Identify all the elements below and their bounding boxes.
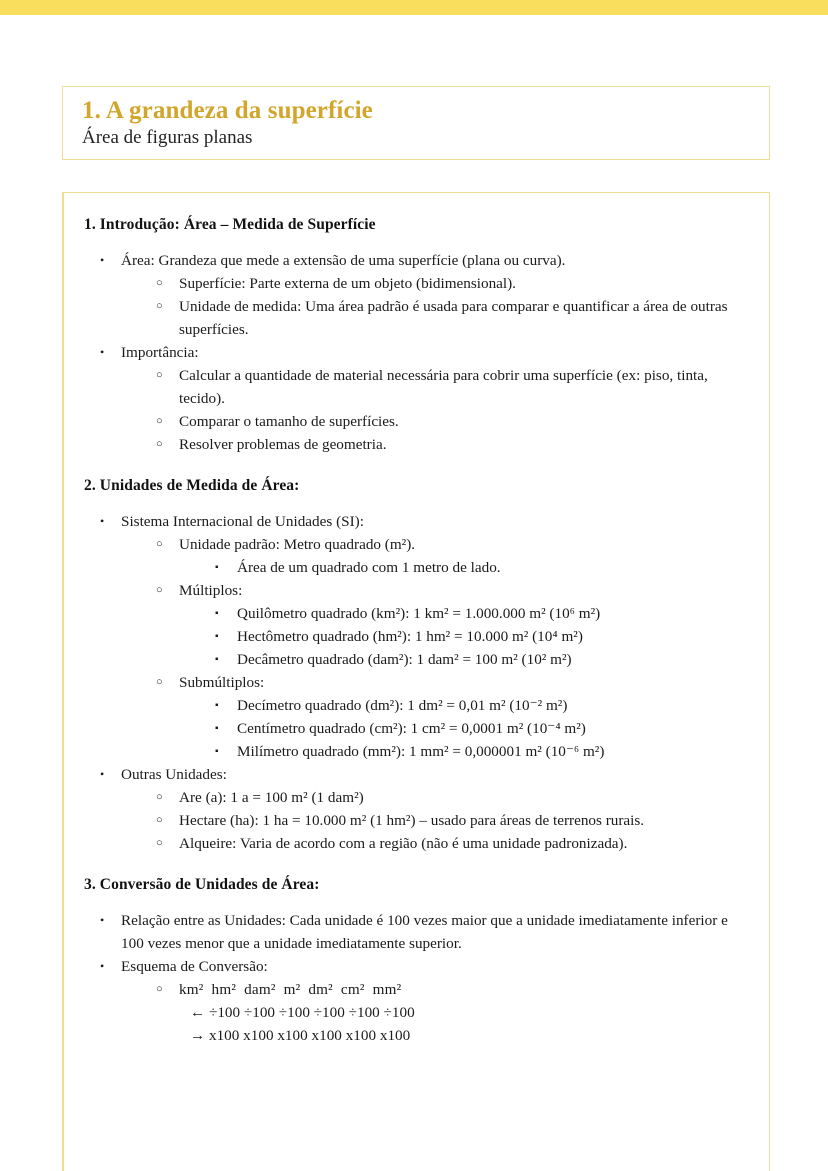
section (84, 215, 747, 456)
bullet-marker-icon: • (100, 913, 105, 927)
list-item-text: Centímetro quadrado (cm²): 1 cm² = 0,0001 m² (10⁻⁴ m²) (237, 720, 586, 737)
bullet-list-level-1 (84, 510, 747, 855)
list-item (92, 955, 747, 1047)
bullet-marker-icon: ○ (156, 369, 163, 381)
list-item-text: Alqueire: Varia de acordo com a região (não é uma unidade padronizada). (179, 835, 628, 852)
content-box (62, 192, 770, 1171)
bullet-list-level-3 (210, 602, 747, 671)
bullet-marker-icon: • (100, 345, 105, 359)
bullet-marker-icon: ○ (156, 983, 163, 995)
bullet-list-level-3 (210, 556, 747, 579)
list-item-text: Resolver problemas de geometria. (179, 436, 387, 453)
bullet-marker-icon: ○ (156, 791, 163, 803)
bullet-marker-icon: ○ (156, 676, 163, 688)
list-item (92, 249, 747, 341)
section-heading: 2. Unidades de Medida de Área: (84, 477, 300, 494)
title-box (62, 86, 770, 160)
list-item-text: Área de um quadrado com 1 metro de lado. (237, 559, 501, 576)
section (84, 875, 747, 1047)
list-item (152, 786, 747, 809)
list-item (210, 717, 747, 740)
list-item (92, 909, 747, 955)
list-item (152, 410, 747, 433)
page-title: 1. A grandeza da superfície (82, 97, 373, 124)
list-item-text: Outras Unidades: (121, 766, 227, 783)
list-item (210, 625, 747, 648)
top-accent-bar (0, 0, 828, 15)
list-item (210, 602, 747, 625)
list-item (210, 556, 747, 579)
list-item (152, 579, 747, 671)
list-item-text: Decímetro quadrado (dm²): 1 dm² = 0,01 m² (10⁻² m²) (237, 697, 568, 714)
list-item-text: Are (a): 1 a = 100 m² (1 dam²) (179, 789, 364, 806)
section (84, 476, 747, 855)
bullet-marker-icon: ○ (156, 438, 163, 450)
list-item-text: Múltiplos: (179, 582, 243, 599)
bullet-marker-icon: ▪ (215, 654, 219, 665)
list-item-text: Sistema Internacional de Unidades (SI): (121, 513, 364, 530)
page-subtitle: Área de figuras planas (82, 127, 253, 148)
bullet-marker-icon: ○ (156, 538, 163, 550)
list-item (152, 533, 747, 579)
bullet-marker-icon: ○ (156, 415, 163, 427)
bullet-marker-icon: • (100, 253, 105, 267)
list-item (152, 272, 747, 295)
list-item (92, 763, 747, 855)
scheme-divide-row: ← ÷100 ÷100 ÷100 ÷100 ÷100 ÷100 (190, 1004, 415, 1021)
bullet-list-level-2 (152, 533, 747, 763)
bullet-marker-icon: ▪ (215, 562, 219, 573)
list-item (152, 364, 747, 410)
bullet-marker-icon: • (100, 514, 105, 528)
list-item-text: Decâmetro quadrado (dam²): 1 dam² = 100 m² (10² m²) (237, 651, 572, 668)
section-heading: 1. Introdução: Área – Medida de Superfície (84, 216, 376, 233)
list-item-text: Submúltiplos: (179, 674, 265, 691)
bullet-list-level-1 (84, 249, 747, 456)
list-item (152, 832, 747, 855)
bullet-marker-icon: ○ (156, 837, 163, 849)
list-item (92, 510, 747, 763)
bullet-list-level-2 (152, 978, 747, 1047)
list-item (152, 295, 747, 341)
bullet-marker-icon: ○ (156, 277, 163, 289)
list-item (152, 433, 747, 456)
bullet-list-level-3 (210, 694, 747, 763)
list-item-text: Hectômetro quadrado (hm²): 1 hm² = 10.000 m² (10⁴ m²) (237, 628, 583, 645)
list-item-text: Hectare (ha): 1 ha = 10.000 m² (1 hm²) – usado para áreas de terrenos rurais. (179, 812, 645, 829)
list-item (152, 671, 747, 763)
bullet-marker-icon: • (100, 767, 105, 781)
list-item-text: Superfície: Parte externa de um objeto (bidimensional). (179, 275, 516, 292)
bullet-marker-icon: ▪ (215, 700, 219, 711)
bullet-marker-icon: ▪ (215, 631, 219, 642)
list-item (210, 694, 747, 717)
sections-container (84, 215, 747, 1047)
list-item-text: Milímetro quadrado (mm²): 1 mm² = 0,000001 m² (10⁻⁶ m²) (237, 743, 605, 760)
list-item-text: Unidade padrão: Metro quadrado (m²). (179, 536, 416, 553)
bullet-list-level-1 (84, 909, 747, 1047)
bullet-marker-icon: ▪ (215, 608, 219, 619)
section-heading: 3. Conversão de Unidades de Área: (84, 876, 320, 893)
list-item-text: Importância: (121, 344, 199, 361)
bullet-marker-icon: ○ (156, 814, 163, 826)
scheme-units-row: km² hm² dam² m² dm² cm² mm² (179, 981, 402, 998)
list-item (210, 648, 747, 671)
bullet-list-level-2 (152, 786, 747, 855)
list-item (152, 809, 747, 832)
bullet-marker-icon: ○ (156, 584, 163, 596)
bullet-marker-icon: ○ (156, 300, 163, 312)
document-page (0, 15, 828, 1171)
list-item-text: Quilômetro quadrado (km²): 1 km² = 1.000.000 m² (10⁶ m²) (237, 605, 601, 622)
bullet-marker-icon: • (100, 959, 105, 973)
bullet-list-level-2 (152, 364, 747, 456)
list-item-text: Esquema de Conversão: (121, 958, 268, 975)
bullet-marker-icon: ▪ (215, 723, 219, 734)
bullet-list-level-2 (152, 272, 747, 341)
list-item (210, 740, 747, 763)
scheme-multiply-row: → x100 x100 x100 x100 x100 x100 (190, 1027, 411, 1044)
list-item (152, 978, 747, 1047)
list-item-text: Área: Grandeza que mede a extensão de uma superfície (plana ou curva). (121, 252, 566, 269)
list-item-text: Comparar o tamanho de superfícies. (179, 413, 399, 430)
content-left-rule (63, 193, 64, 1171)
list-item-text: Unidade de medida: Uma área padrão é usada para comparar e quantificar a área de outras superfícies. (179, 298, 728, 338)
conversion-scheme (121, 978, 747, 1047)
list-item-text: Calcular a quantidade de material necessária para cobrir uma superfície (ex: piso, tinta, tecido). (179, 367, 708, 407)
list-item (92, 341, 747, 456)
list-item-text: Relação entre as Unidades: Cada unidade é 100 vezes maior que a unidade imediatamente inferior e 100 vezes menor que a unidade imediatamente superior. (121, 912, 728, 952)
bullet-marker-icon: ▪ (215, 746, 219, 757)
